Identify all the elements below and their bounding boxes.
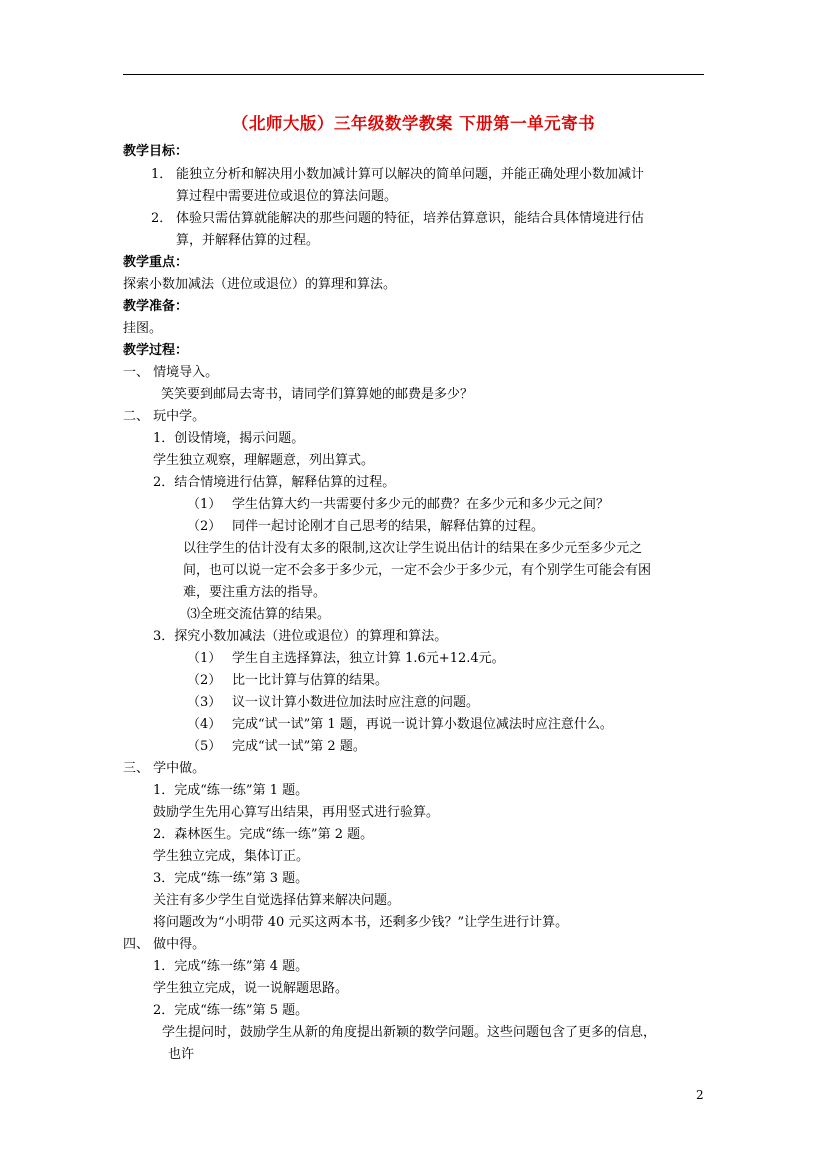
section-2-item-3-sub-2: 比一比计算与估算的结果。 <box>232 673 389 688</box>
section-2-item-2-note-line-2: 间，也可以说一定不会多于多少元，一定不会少于多少元，有个别学生可能会有困 <box>183 563 652 578</box>
section-2-item-3-sub-3-number: （3） <box>187 695 222 710</box>
section-2-item-2: 2．结合情境进行估算，解释估算的过程。 <box>153 475 396 490</box>
goal-1-line-b: 算过程中需要进位或退位的算法问题。 <box>176 189 398 204</box>
section-2-item-3-sub-5-number: （5） <box>187 739 222 754</box>
section-2-item-3-sub-3: 议一议计算小数进位加法时应注意的问题。 <box>232 695 480 710</box>
goal-1-number: 1． <box>151 167 173 182</box>
section-2-item-2-sub-2-number: （2） <box>187 519 222 534</box>
section-1-text: 笑笑要到邮局去寄书，请同学们算算她的邮费是多少？ <box>161 387 474 402</box>
section-2-item-3-sub-1-number: （1） <box>187 651 222 666</box>
section-1-title: 一、 情境导入。 <box>123 365 219 380</box>
section-2-item-2-note-line-1: 以往学生的估计没有太多的限制,这次让学生说出估计的结果在多少元至多少元之 <box>183 541 643 556</box>
section-2-item-3-sub-2-number: （2） <box>187 673 222 688</box>
document-title: （北师大版）三年级数学教案 下册第一单元寄书 <box>231 114 596 133</box>
section-3-item-2: 2．森林医生。完成“练一练”第 2 题。 <box>153 827 374 842</box>
section-2-item-2-sub-1: 学生估算大约一共需要付多少元的邮费？在多少元和多少元之间？ <box>232 497 610 512</box>
goal-2-line-a: 体验只需估算就能解决的那些问题的特征，培养估算意识，能结合具体情境进行估 <box>176 211 645 226</box>
section-2-item-3-sub-4-number: （4） <box>187 717 222 732</box>
section-2-item-3-sub-4: 完成“试一试”第 1 题，再说一说计算小数退位减法时应注意什么。 <box>232 717 613 732</box>
page-number: 2 <box>696 1088 704 1102</box>
section-4-item-1: 1．完成“练一练”第 4 题。 <box>153 959 309 974</box>
preparation-heading: 教学准备： <box>123 299 189 314</box>
section-4-item-2: 2．完成“练一练”第 5 题。 <box>153 1003 309 1018</box>
section-2-title: 二、 玩中学。 <box>123 409 206 424</box>
section-3-item-1-text: 鼓励学生先用心算写出结果，再用竖式进行验算。 <box>153 805 440 820</box>
section-2-item-2-sub-1-number: （1） <box>187 497 222 512</box>
section-2-item-1: 1．创设情境，揭示问题。 <box>153 431 305 446</box>
section-2-item-1-text: 学生独立观察，理解题意，列出算式。 <box>153 453 375 468</box>
header-rule <box>123 74 704 75</box>
section-3-item-1: 1．完成“练一练”第 1 题。 <box>153 783 309 798</box>
preparation-text: 挂图。 <box>123 321 163 336</box>
section-2-item-2-sub-2: 同伴一起讨论刚才自己思考的结果，解释估算的过程。 <box>232 519 545 534</box>
section-3-title: 三、 学中做。 <box>123 761 206 776</box>
goal-2-number: 2． <box>151 211 173 226</box>
section-2-item-3-sub-5: 完成“试一试”第 2 题。 <box>232 739 366 754</box>
section-4-item-2-text-1: 学生提问时，鼓励学生从新的角度提出新颖的数学问题。这些问题包含了更多的信息， <box>162 1025 657 1040</box>
section-4-item-1-text: 学生独立完成，说一说解题思路。 <box>153 981 349 996</box>
section-3-item-3-text-1: 关注有多少学生自觉选择估算来解决问题。 <box>153 893 401 908</box>
section-2-item-3: 3．探究小数加减法（进位或退位）的算理和算法。 <box>153 629 448 644</box>
section-3-item-3: 3．完成“练一练”第 3 题。 <box>153 871 309 886</box>
goal-1-line-a: 能独立分析和解决用小数加减计算可以解决的简单问题，并能正确处理小数加减计 <box>176 167 645 182</box>
section-3-item-3-text-2: 将问题改为“小明带 40 元买这两本书，还剩多少钱？”让学生进行计算。 <box>153 915 569 930</box>
goal-2-line-b: 算，并解释估算的过程。 <box>176 233 320 248</box>
process-heading: 教学过程： <box>123 343 189 358</box>
section-4-title: 四、 做中得。 <box>123 937 206 952</box>
key-points-text: 探索小数加减法（进位或退位）的算理和算法。 <box>123 277 397 292</box>
section-2-item-3-sub-1: 学生自主选择算法，独立计算 1.6元+12.4元。 <box>232 651 505 666</box>
section-3-item-2-text: 学生独立完成，集体订正。 <box>153 849 310 864</box>
goals-heading: 教学目标： <box>123 144 189 159</box>
section-4-item-2-text-2: 也许 <box>168 1047 195 1062</box>
section-2-item-2-note-line-3: 难，要注重方法的指导。 <box>183 585 327 600</box>
key-points-heading: 教学重点： <box>123 255 189 270</box>
section-2-item-2-sub-3: ⑶全班交流估算的结果。 <box>187 607 331 622</box>
